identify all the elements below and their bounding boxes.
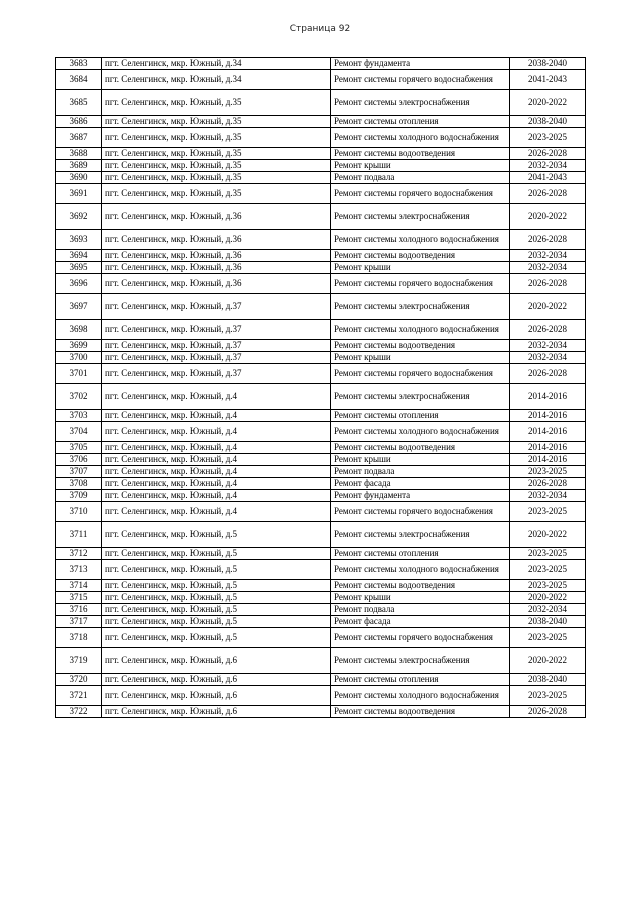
row-number: 3690 — [56, 172, 102, 184]
row-number: 3696 — [56, 274, 102, 294]
period-cell: 2038-2040 — [510, 616, 586, 628]
period-cell: 2020-2022 — [510, 294, 586, 320]
work-type-cell: Ремонт системы электроснабжения — [331, 90, 510, 116]
work-type-cell: Ремонт фундамента — [331, 58, 510, 70]
row-number: 3713 — [56, 560, 102, 580]
work-type-cell: Ремонт системы водоотведения — [331, 340, 510, 352]
address-cell: пгт. Селенгинск, мкр. Южный, д.5 — [102, 522, 331, 548]
table-row — [56, 116, 586, 128]
row-number: 3693 — [56, 230, 102, 250]
table-row — [56, 422, 586, 442]
work-type-cell: Ремонт системы водоотведения — [331, 250, 510, 262]
period-cell: 2026-2028 — [510, 364, 586, 384]
work-type-cell: Ремонт системы отопления — [331, 674, 510, 686]
work-type-cell: Ремонт фундамента — [331, 490, 510, 502]
address-cell: пгт. Селенгинск, мкр. Южный, д.6 — [102, 648, 331, 674]
row-number: 3708 — [56, 478, 102, 490]
table-row — [56, 172, 586, 184]
row-number: 3711 — [56, 522, 102, 548]
address-cell: пгт. Селенгинск, мкр. Южный, д.35 — [102, 148, 331, 160]
row-number: 3712 — [56, 548, 102, 560]
address-cell: пгт. Селенгинск, мкр. Южный, д.5 — [102, 592, 331, 604]
row-number: 3688 — [56, 148, 102, 160]
period-cell: 2032-2034 — [510, 490, 586, 502]
address-cell: пгт. Селенгинск, мкр. Южный, д.37 — [102, 294, 331, 320]
period-cell: 2014-2016 — [510, 422, 586, 442]
table-row — [56, 490, 586, 502]
table-row — [56, 502, 586, 522]
address-cell: пгт. Селенгинск, мкр. Южный, д.34 — [102, 70, 331, 90]
table-row — [56, 522, 586, 548]
row-number: 3715 — [56, 592, 102, 604]
address-cell: пгт. Селенгинск, мкр. Южный, д.4 — [102, 384, 331, 410]
table-row — [56, 184, 586, 204]
address-cell: пгт. Селенгинск, мкр. Южный, д.6 — [102, 674, 331, 686]
work-type-cell: Ремонт крыши — [331, 454, 510, 466]
address-cell: пгт. Селенгинск, мкр. Южный, д.5 — [102, 580, 331, 592]
address-cell: пгт. Селенгинск, мкр. Южный, д.4 — [102, 442, 331, 454]
period-cell: 2038-2040 — [510, 116, 586, 128]
period-cell: 2032-2034 — [510, 604, 586, 616]
period-cell: 2041-2043 — [510, 172, 586, 184]
work-type-cell: Ремонт системы горячего водоснабжения — [331, 70, 510, 90]
table-row — [56, 466, 586, 478]
period-cell: 2026-2028 — [510, 320, 586, 340]
row-number: 3707 — [56, 466, 102, 478]
work-type-cell: Ремонт подвала — [331, 466, 510, 478]
table-row — [56, 478, 586, 490]
row-number: 3691 — [56, 184, 102, 204]
table-body — [56, 58, 586, 718]
address-cell: пгт. Селенгинск, мкр. Южный, д.36 — [102, 274, 331, 294]
period-cell: 2023-2025 — [510, 560, 586, 580]
period-cell: 2032-2034 — [510, 262, 586, 274]
period-cell: 2032-2034 — [510, 340, 586, 352]
table-row — [56, 320, 586, 340]
period-cell: 2023-2025 — [510, 502, 586, 522]
address-cell: пгт. Селенгинск, мкр. Южный, д.34 — [102, 58, 331, 70]
address-cell: пгт. Селенгинск, мкр. Южный, д.35 — [102, 128, 331, 148]
table-row — [56, 442, 586, 454]
period-cell: 2014-2016 — [510, 410, 586, 422]
table-row — [56, 384, 586, 410]
period-cell: 2023-2025 — [510, 548, 586, 560]
work-type-cell: Ремонт системы горячего водоснабжения — [331, 274, 510, 294]
row-number: 3702 — [56, 384, 102, 410]
work-type-cell: Ремонт системы водоотведения — [331, 706, 510, 718]
address-cell: пгт. Селенгинск, мкр. Южный, д.37 — [102, 340, 331, 352]
row-number: 3700 — [56, 352, 102, 364]
work-type-cell: Ремонт системы электроснабжения — [331, 522, 510, 548]
row-number: 3692 — [56, 204, 102, 230]
row-number: 3719 — [56, 648, 102, 674]
work-type-cell: Ремонт подвала — [331, 604, 510, 616]
address-cell: пгт. Селенгинск, мкр. Южный, д.5 — [102, 628, 331, 648]
work-type-cell: Ремонт подвала — [331, 172, 510, 184]
work-type-cell: Ремонт системы холодного водоснабжения — [331, 422, 510, 442]
work-type-cell: Ремонт крыши — [331, 592, 510, 604]
period-cell: 2023-2025 — [510, 128, 586, 148]
address-cell: пгт. Селенгинск, мкр. Южный, д.5 — [102, 604, 331, 616]
work-type-cell: Ремонт системы водоотведения — [331, 148, 510, 160]
table-row — [56, 706, 586, 718]
period-cell: 2020-2022 — [510, 648, 586, 674]
period-cell: 2014-2016 — [510, 384, 586, 410]
row-number: 3721 — [56, 686, 102, 706]
address-cell: пгт. Селенгинск, мкр. Южный, д.35 — [102, 172, 331, 184]
work-type-cell: Ремонт системы горячего водоснабжения — [331, 502, 510, 522]
address-cell: пгт. Селенгинск, мкр. Южный, д.5 — [102, 548, 331, 560]
address-cell: пгт. Селенгинск, мкр. Южный, д.4 — [102, 490, 331, 502]
table-row — [56, 340, 586, 352]
work-type-cell: Ремонт системы электроснабжения — [331, 294, 510, 320]
row-number: 3706 — [56, 454, 102, 466]
row-number: 3685 — [56, 90, 102, 116]
table-row — [56, 250, 586, 262]
period-cell: 2026-2028 — [510, 148, 586, 160]
table-row — [56, 58, 586, 70]
work-type-cell: Ремонт системы водоотведения — [331, 442, 510, 454]
table-row — [56, 548, 586, 560]
work-type-cell: Ремонт системы электроснабжения — [331, 204, 510, 230]
table-row — [56, 454, 586, 466]
work-type-cell: Ремонт системы холодного водоснабжения — [331, 230, 510, 250]
period-cell: 2038-2040 — [510, 58, 586, 70]
work-type-cell: Ремонт системы холодного водоснабжения — [331, 320, 510, 340]
period-cell: 2041-2043 — [510, 70, 586, 90]
address-cell: пгт. Селенгинск, мкр. Южный, д.6 — [102, 686, 331, 706]
table-row — [56, 148, 586, 160]
row-number: 3698 — [56, 320, 102, 340]
table-row — [56, 686, 586, 706]
address-cell: пгт. Селенгинск, мкр. Южный, д.36 — [102, 250, 331, 262]
row-number: 3699 — [56, 340, 102, 352]
work-type-cell: Ремонт крыши — [331, 352, 510, 364]
row-number: 3704 — [56, 422, 102, 442]
row-number: 3705 — [56, 442, 102, 454]
table-row — [56, 262, 586, 274]
table-row — [56, 160, 586, 172]
work-type-cell: Ремонт системы отопления — [331, 410, 510, 422]
period-cell: 2026-2028 — [510, 230, 586, 250]
address-cell: пгт. Селенгинск, мкр. Южный, д.36 — [102, 230, 331, 250]
period-cell: 2023-2025 — [510, 628, 586, 648]
page-number-label: Страница 92 — [289, 24, 351, 34]
table-row — [56, 70, 586, 90]
row-number: 3694 — [56, 250, 102, 262]
address-cell: пгт. Селенгинск, мкр. Южный, д.4 — [102, 422, 331, 442]
period-cell: 2014-2016 — [510, 454, 586, 466]
row-number: 3716 — [56, 604, 102, 616]
row-number: 3684 — [56, 70, 102, 90]
period-cell: 2020-2022 — [510, 592, 586, 604]
table-row — [56, 648, 586, 674]
table-row — [56, 604, 586, 616]
address-cell: пгт. Селенгинск, мкр. Южный, д.4 — [102, 466, 331, 478]
period-cell: 2026-2028 — [510, 478, 586, 490]
period-cell: 2020-2022 — [510, 90, 586, 116]
row-number: 3703 — [56, 410, 102, 422]
row-number: 3718 — [56, 628, 102, 648]
address-cell: пгт. Селенгинск, мкр. Южный, д.4 — [102, 502, 331, 522]
row-number: 3717 — [56, 616, 102, 628]
period-cell: 2038-2040 — [510, 674, 586, 686]
address-cell: пгт. Селенгинск, мкр. Южный, д.5 — [102, 560, 331, 580]
work-type-cell: Ремонт системы электроснабжения — [331, 648, 510, 674]
table-row — [56, 230, 586, 250]
period-cell: 2032-2034 — [510, 160, 586, 172]
period-cell: 2023-2025 — [510, 466, 586, 478]
table-row — [56, 616, 586, 628]
row-number: 3710 — [56, 502, 102, 522]
period-cell: 2032-2034 — [510, 352, 586, 364]
address-cell: пгт. Селенгинск, мкр. Южный, д.5 — [102, 616, 331, 628]
row-number: 3701 — [56, 364, 102, 384]
work-type-cell: Ремонт системы горячего водоснабжения — [331, 628, 510, 648]
address-cell: пгт. Селенгинск, мкр. Южный, д.35 — [102, 184, 331, 204]
row-number: 3686 — [56, 116, 102, 128]
address-cell: пгт. Селенгинск, мкр. Южный, д.37 — [102, 364, 331, 384]
row-number: 3709 — [56, 490, 102, 502]
address-cell: пгт. Селенгинск, мкр. Южный, д.36 — [102, 204, 331, 230]
row-number: 3687 — [56, 128, 102, 148]
address-cell: пгт. Селенгинск, мкр. Южный, д.6 — [102, 706, 331, 718]
address-cell: пгт. Селенгинск, мкр. Южный, д.36 — [102, 262, 331, 274]
work-type-cell: Ремонт системы водоотведения — [331, 580, 510, 592]
table-row — [56, 204, 586, 230]
address-cell: пгт. Селенгинск, мкр. Южный, д.35 — [102, 90, 331, 116]
table-row — [56, 352, 586, 364]
row-number: 3697 — [56, 294, 102, 320]
period-cell: 2026-2028 — [510, 706, 586, 718]
period-cell: 2020-2022 — [510, 204, 586, 230]
work-type-cell: Ремонт крыши — [331, 262, 510, 274]
table-row — [56, 294, 586, 320]
work-type-cell: Ремонт системы холодного водоснабжения — [331, 686, 510, 706]
work-type-cell: Ремонт фасада — [331, 616, 510, 628]
work-type-cell: Ремонт системы горячего водоснабжения — [331, 184, 510, 204]
table-row — [56, 580, 586, 592]
table-row — [56, 560, 586, 580]
table-row — [56, 90, 586, 116]
address-cell: пгт. Селенгинск, мкр. Южный, д.4 — [102, 478, 331, 490]
work-type-cell: Ремонт крыши — [331, 160, 510, 172]
row-number: 3695 — [56, 262, 102, 274]
table-row — [56, 592, 586, 604]
row-number: 3714 — [56, 580, 102, 592]
work-type-cell: Ремонт системы электроснабжения — [331, 384, 510, 410]
table-row — [56, 364, 586, 384]
period-cell: 2014-2016 — [510, 442, 586, 454]
repair-schedule-table — [55, 57, 586, 718]
row-number: 3683 — [56, 58, 102, 70]
period-cell: 2032-2034 — [510, 250, 586, 262]
period-cell: 2026-2028 — [510, 274, 586, 294]
table-row — [56, 674, 586, 686]
address-cell: пгт. Селенгинск, мкр. Южный, д.35 — [102, 116, 331, 128]
table-row — [56, 274, 586, 294]
period-cell: 2023-2025 — [510, 686, 586, 706]
row-number: 3720 — [56, 674, 102, 686]
row-number: 3722 — [56, 706, 102, 718]
address-cell: пгт. Селенгинск, мкр. Южный, д.35 — [102, 160, 331, 172]
table-row — [56, 128, 586, 148]
table-row — [56, 628, 586, 648]
period-cell: 2020-2022 — [510, 522, 586, 548]
work-type-cell: Ремонт системы горячего водоснабжения — [331, 364, 510, 384]
work-type-cell: Ремонт системы холодного водоснабжения — [331, 128, 510, 148]
period-cell: 2023-2025 — [510, 580, 586, 592]
work-type-cell: Ремонт системы отопления — [331, 548, 510, 560]
work-type-cell: Ремонт фасада — [331, 478, 510, 490]
work-type-cell: Ремонт системы холодного водоснабжения — [331, 560, 510, 580]
address-cell: пгт. Селенгинск, мкр. Южный, д.37 — [102, 320, 331, 340]
row-number: 3689 — [56, 160, 102, 172]
table-row — [56, 410, 586, 422]
address-cell: пгт. Селенгинск, мкр. Южный, д.37 — [102, 352, 331, 364]
address-cell: пгт. Селенгинск, мкр. Южный, д.4 — [102, 410, 331, 422]
period-cell: 2026-2028 — [510, 184, 586, 204]
work-type-cell: Ремонт системы отопления — [331, 116, 510, 128]
address-cell: пгт. Селенгинск, мкр. Южный, д.4 — [102, 454, 331, 466]
